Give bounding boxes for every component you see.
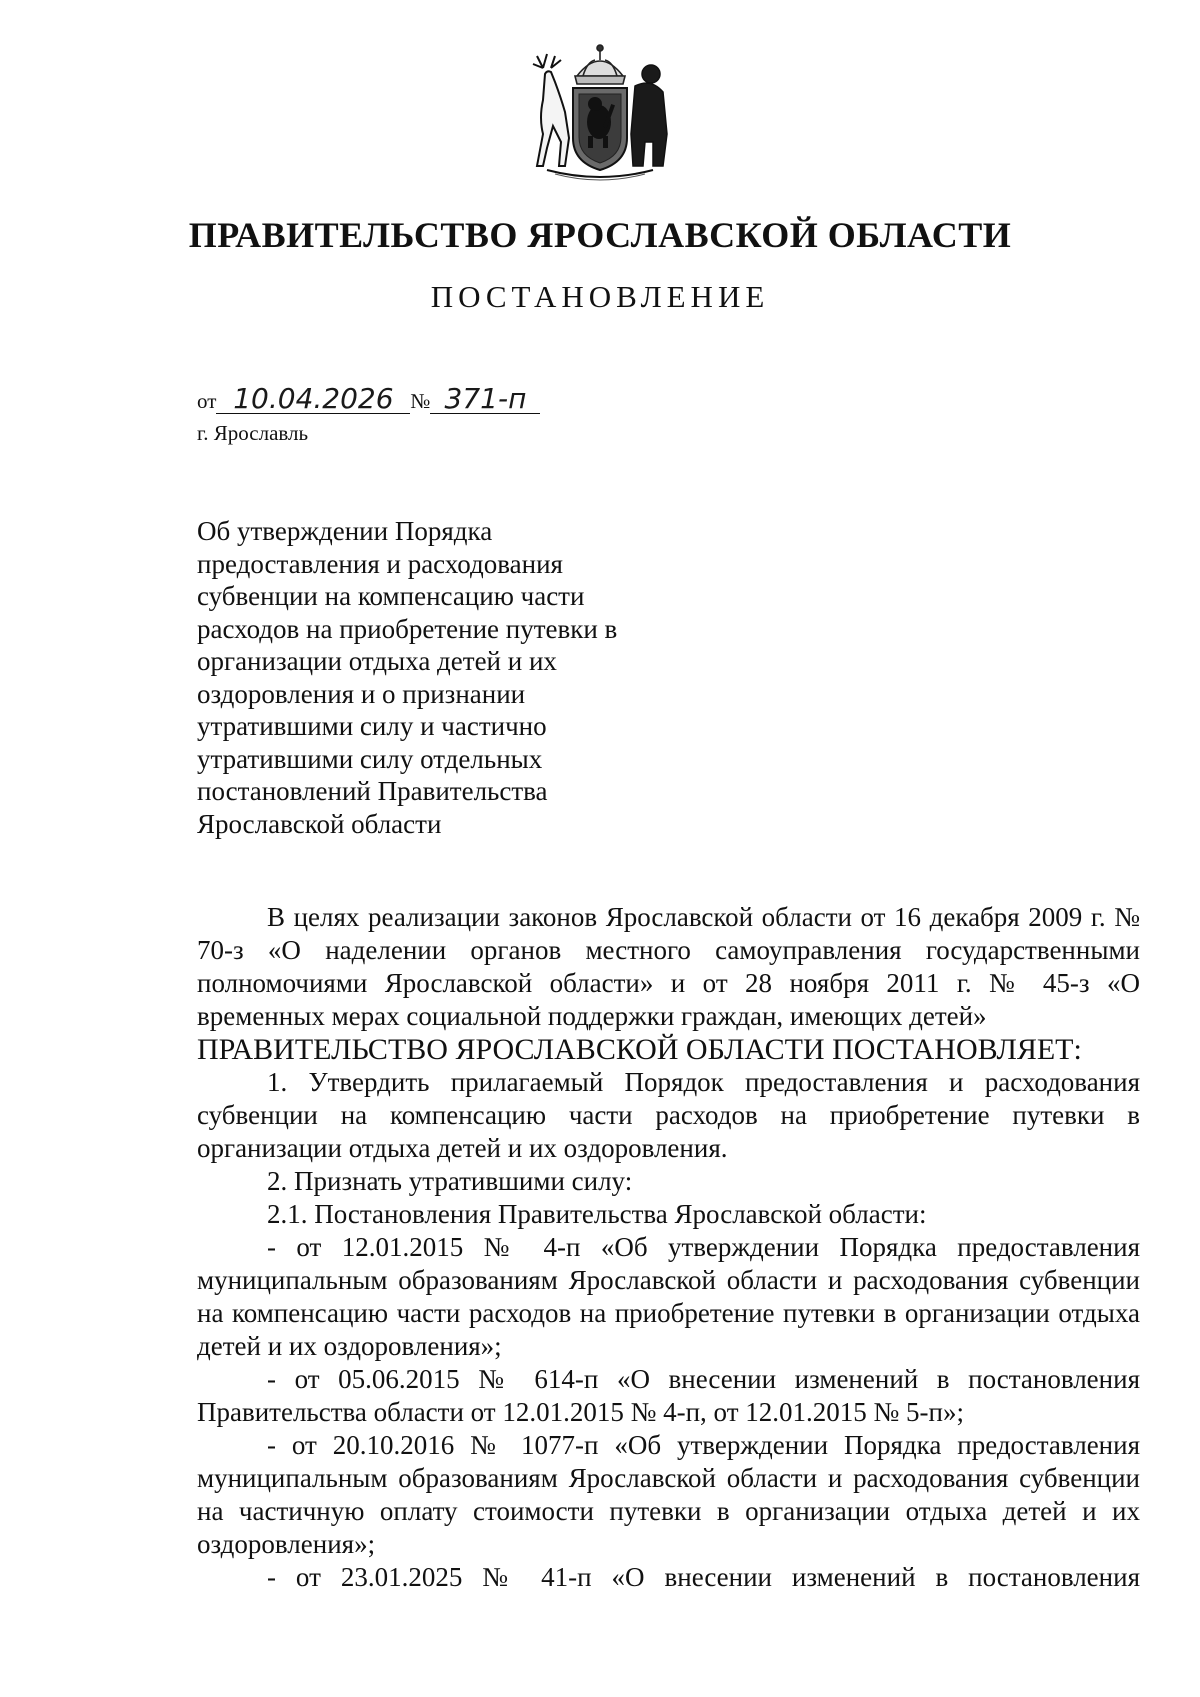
item-2: 2. Признать утратившими силу: bbox=[267, 1166, 633, 1196]
city: г. Ярославль bbox=[197, 421, 309, 445]
repealed-act-1: - от 12.01.2015 № 4-п «Об утверждении Порядка предоставления муниципальным образованиям Ярославской области и расходования субвенции на компенсацию части расходов на приобретение путевки в организации отдыха детей и их оздоровления»; bbox=[197, 1232, 1140, 1361]
number-label: № bbox=[410, 389, 431, 413]
yaroslavl-coat-of-arms-icon bbox=[525, 38, 675, 186]
handwritten-date: 10.04.2026 bbox=[216, 385, 410, 414]
repealed-act-4: - от 23.01.2025 № 41-п «О внесении изменений в постановления bbox=[267, 1562, 1140, 1592]
item-1: 1. Утвердить прилагаемый Порядок предоставления и расходования субвенции на компенсацию части расходов на приобретение путевки в организации отдыха детей и их оздоровления. bbox=[197, 1067, 1140, 1163]
document-subject: Об утверждении Порядка предоставления и расходования субвенции на компенсацию части расходов на приобретение путевки в организации отдыха детей и их оздоровления и о признании утратившими силу и частично утратившими силу отдельных постановлений Правительства Ярославской области bbox=[197, 516, 618, 839]
date-number-line bbox=[197, 382, 540, 415]
preamble-paragraph: В целях реализации законов Ярославской области от 16 декабря 2009 г. № 70-з «О наделении органов местного самоуправления государственными полномочиями Ярославской области» и от 28 ноября 2011 г. № 45-з «О временных мерах социальной поддержки граждан, имеющих детей» bbox=[197, 902, 1140, 1031]
document-body bbox=[197, 901, 1140, 1594]
date-label: от bbox=[197, 389, 217, 413]
government-title: ПРАВИТЕЛЬСТВО ЯРОСЛАВСКОЙ ОБЛАСТИ bbox=[188, 215, 1012, 255]
repealed-act-2: - от 05.06.2015 № 614-п «О внесении изменений в постановления Правительства области от 12.01.2015 № 4-п, от 12.01.2015 № 5-п»; bbox=[197, 1364, 1140, 1427]
item-2-1: 2.1. Постановления Правительства Ярославской области: bbox=[267, 1199, 927, 1229]
document-type: ПОСТАНОВЛЕНИЕ bbox=[430, 279, 770, 314]
handwritten-number: 371-п bbox=[430, 385, 540, 414]
resolves-statement: ПРАВИТЕЛЬСТВО ЯРОСЛАВСКОЙ ОБЛАСТИ ПОСТАНОВЛЯЕТ: bbox=[197, 1033, 1082, 1066]
repealed-act-3: - от 20.10.2016 № 1077-п «Об утверждении Порядка предоставления муниципальным образованиям Ярославской области и расходования субвенции на частичную оплату стоимости путевки в организации отдыха детей и их оздоровления»; bbox=[197, 1430, 1140, 1559]
